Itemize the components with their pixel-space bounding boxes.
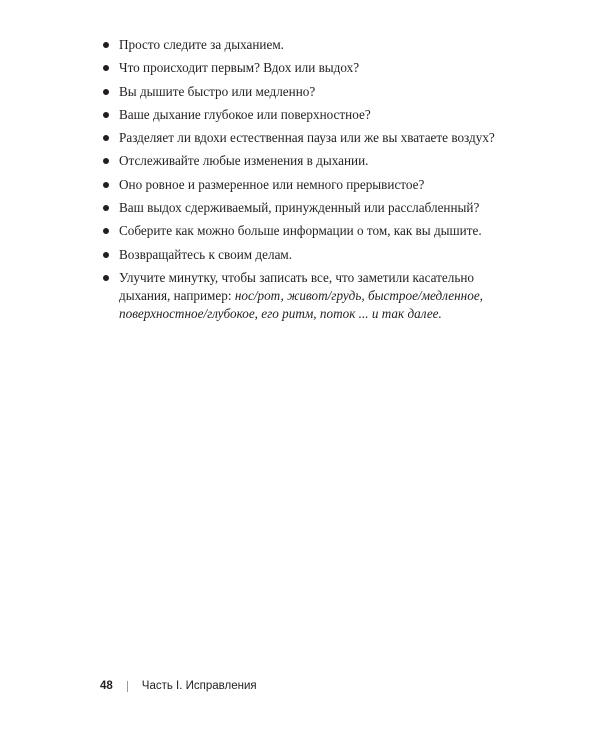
- list-item: [103, 106, 523, 124]
- bullet-icon: [103, 158, 109, 164]
- list-item: [103, 59, 523, 77]
- bullet-icon: [103, 205, 109, 211]
- breathing-checklist: [103, 36, 523, 328]
- list-item: [103, 222, 523, 240]
- bullet-icon: [103, 182, 109, 188]
- bullet-icon: [103, 42, 109, 48]
- list-item-text: Оно ровное и размеренное или немного прерывистое?: [119, 176, 425, 192]
- list-item-text: Разделяет ли вдохи естественная пауза или же вы хватаете воздух?: [119, 130, 495, 146]
- list-item: [103, 199, 523, 217]
- list-item-text: Отслеживайте любые изменения в дыхании.: [119, 153, 369, 169]
- bullet-icon: [103, 228, 109, 234]
- bullet-icon: [103, 135, 109, 141]
- list-item: [103, 176, 523, 194]
- list-item: [103, 129, 523, 147]
- list-item: [103, 269, 523, 323]
- page-footer: [100, 680, 257, 692]
- running-section-title: Часть I. Исправления: [141, 680, 257, 692]
- list-item-text: Ваш выдох сдерживаемый, принужденный или расслабленный?: [119, 200, 480, 216]
- bullet-icon: [103, 65, 109, 71]
- list-item-text: Соберите как можно больше информации о том, как вы дышите.: [119, 223, 482, 239]
- bullet-icon: [103, 89, 109, 95]
- list-item-text: Возвращайтесь к своим делам.: [119, 246, 293, 262]
- list-item-text: Ваше дыхание глубокое или поверхностное?: [119, 106, 371, 122]
- list-item: [103, 36, 523, 54]
- bullet-icon: [103, 252, 109, 258]
- list-item-text: Улучите минутку, чтобы записать все, что заметили касательно дыхания, например:: [119, 269, 475, 303]
- page-number: 48: [100, 680, 113, 692]
- list-item-text: Вы дышите быстро или медленно?: [119, 83, 316, 99]
- list-item-text: Что происходит первым? Вдох или выдох?: [119, 60, 360, 76]
- list-item: [103, 152, 523, 170]
- list-item-text: Просто следите за дыханием.: [119, 37, 284, 52]
- footer-divider: [127, 681, 128, 692]
- list-item-italic-examples: нос/рот, живот/грудь, быстрое/медленное, поверхностное/глубокое, его ритм, поток ... и так далее.: [119, 287, 483, 321]
- list-item: [103, 83, 523, 101]
- bullet-icon: [103, 275, 109, 281]
- list-item: [103, 246, 523, 264]
- bullet-icon: [103, 112, 109, 118]
